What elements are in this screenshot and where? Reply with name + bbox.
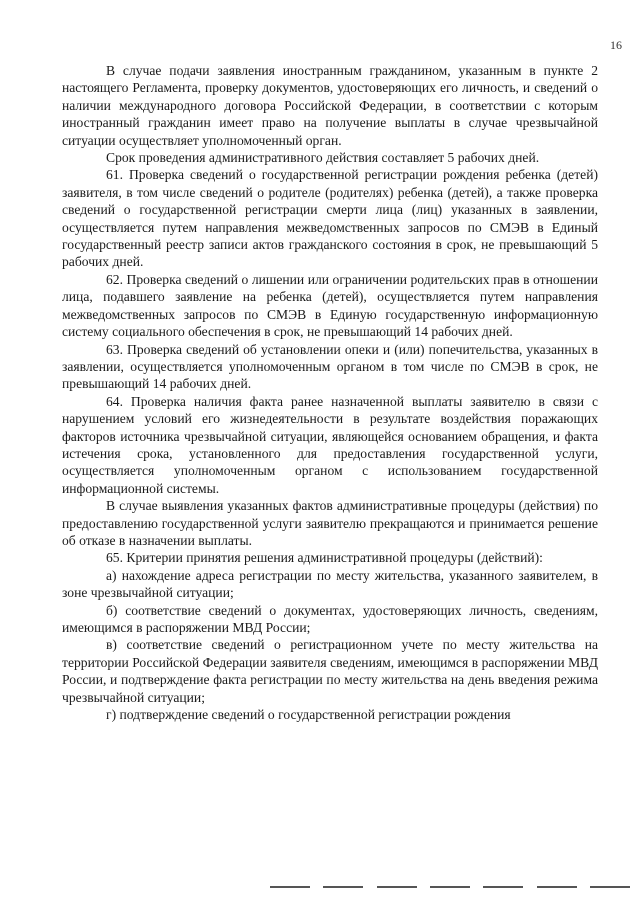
footer-rule [270, 886, 630, 889]
paragraph: 63. Проверка сведений об установлении опеки и (или) попечительства, указанных в заявлении, осуществляется уполномоченным органом в том числе по СМЭВ в срок, не превышающий 14 рабочих дней. [62, 341, 598, 392]
paragraph: г) подтверждение сведений о государственной регистрации рождения [106, 707, 511, 723]
page-number: 16 [610, 38, 622, 52]
paragraph: Срок проведения административного действия составляет 5 рабочих дней. [106, 150, 540, 166]
footer-dash [430, 886, 470, 888]
paragraph: 61. Проверка сведений о государственной регистрации рождения ребенка (детей) заявителя, в том числе сведений о родителе (родителях) ребенка (детей), а также проверка сведений о государственной регистрации смерти лица (лиц) указанных в заявлении, осуществляется путем направления межведомственных запросов по СМЭВ в Единый государственный реестр записи актов гражданского состояния в срок, не превышающий 5 рабочих дней. [62, 167, 598, 270]
paragraph: 64. Проверка наличия факта ранее назначенной выплаты заявителю в связи с нарушением условий его жизнедеятельности в результате воздействия поражающих факторов источника чрезвычайной ситуации, являющейся основанием обращения, и факта истечения срока, установленного для предоставления государственной услуги, осуществляется уполномоченным органом с использованием государственной информационной системы. [62, 393, 598, 496]
paragraph: 65. Критерии принятия решения административной процедуры (действий): [106, 550, 543, 566]
footer-dash [483, 886, 523, 888]
paragraph: б) соответствие сведений о документах, удостоверяющих личность, сведениям, имеющимся в распоряжении МВД России; [62, 602, 598, 635]
footer-dash [270, 886, 310, 888]
footer-dash [323, 886, 363, 888]
paragraph: а) нахождение адреса регистрации по месту жительства, указанного заявителем, в зоне чрезвычайной ситуации; [62, 567, 598, 601]
paragraph: 62. Проверка сведений о лишении или ограничении родительских прав в отношении лица, подавшего заявление на ребенка (детей), осуществляется путем направления межведомственных запросов по СМЭВ в Единую государственную информационную систему социального обеспечения в срок, не превышающий 14 рабочих дней. [62, 271, 598, 340]
paragraph: в) соответствие сведений о регистрационном учете по месту жительства на территории Российской Федерации заявителя сведениям, имеющимся в распоряжении МВД России, и подтверждение факта регистрации по месту жительства на день введения режима чрезвычайной ситуации; [62, 637, 598, 705]
footer-dash [537, 886, 577, 888]
footer-dash [377, 886, 417, 888]
paragraph: В случае подачи заявления иностранным гражданином, указанным в пункте 2 настоящего Регламента, проверку документов, удостоверяющих его личность, и сведений о наличии международного договора Российской Федерации, в соответствии с которым иностранный гражданин имеет право на получение выплаты в случае чрезвычайной ситуации осуществляет уполномоченный орган. [62, 63, 598, 148]
paragraph: В случае выявления указанных фактов административные процедуры (действия) по предоставлению государственной услуги заявителю прекращаются и принимается решение об отказе в назначении выплаты. [62, 498, 598, 548]
document-body [62, 62, 598, 723]
footer-dash [590, 886, 630, 888]
